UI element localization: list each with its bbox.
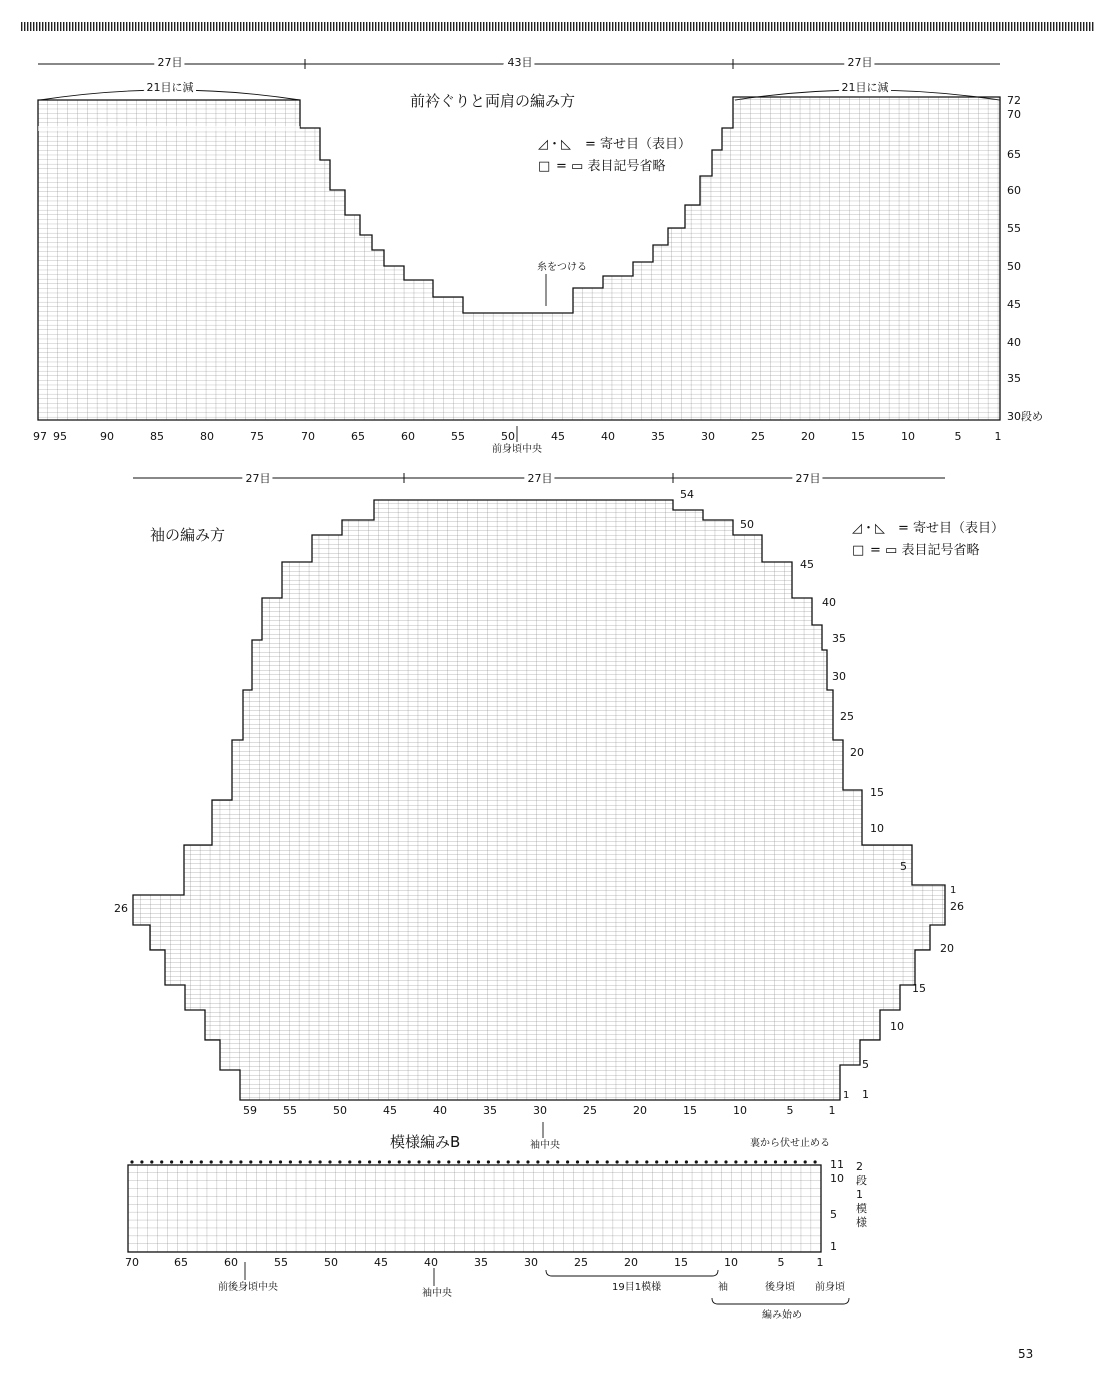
bind-off-dot	[586, 1160, 589, 1163]
bind-off-dot	[596, 1160, 599, 1163]
front-column-number: 35	[651, 430, 665, 443]
front-column-number: 50	[501, 430, 515, 443]
sleeve-chart-grid	[133, 500, 945, 1100]
sleeve-column-number: 30	[533, 1104, 547, 1117]
front-row-number: 70	[1007, 108, 1021, 121]
bind-off-dot	[734, 1160, 737, 1163]
front-row-number: 55	[1007, 222, 1021, 235]
bind-off-dot	[338, 1160, 341, 1163]
bind-off-dot	[388, 1160, 391, 1163]
pattern-b-column-numbers	[125, 1256, 824, 1269]
pattern-b-chart	[125, 1133, 867, 1321]
bind-off-dot	[606, 1160, 609, 1163]
sleeve-left-row: 26	[114, 902, 128, 915]
bind-off-dot	[437, 1160, 440, 1163]
pattern-row-number: 11	[830, 1158, 844, 1171]
pattern-row-number: 1	[830, 1240, 837, 1253]
sleeve-column-number: 1	[828, 1104, 836, 1117]
sleeve-title: 袖の編み方	[150, 526, 226, 544]
bind-off-dot	[210, 1160, 213, 1163]
pattern-b-side-label	[856, 1160, 867, 1229]
sleeve-row-number: 20	[850, 746, 864, 759]
sleeve-row-number: 35	[832, 632, 846, 645]
front-column-number: 80	[200, 430, 214, 443]
front-row-number: 30段め	[1007, 410, 1043, 423]
front-column-number: 97	[33, 430, 47, 443]
sleeve-width-left: 27目	[245, 472, 271, 485]
bind-off-dot	[427, 1160, 430, 1163]
bind-off-dot	[784, 1160, 787, 1163]
bind-off-dot	[794, 1160, 797, 1163]
sleeve-column-number: 10	[733, 1104, 747, 1117]
sleeve-column-number: 20	[633, 1104, 647, 1117]
bind-off-dot	[566, 1160, 569, 1163]
pattern-column-number: 55	[274, 1256, 288, 1269]
front-row-number: 65	[1007, 148, 1021, 161]
bind-off-dot	[190, 1160, 193, 1163]
bind-off-dot	[477, 1160, 480, 1163]
bind-off-dot	[467, 1160, 470, 1163]
bind-off-dot	[814, 1160, 817, 1163]
label-repeat: 19目1模様	[612, 1282, 662, 1293]
sleeve-row-number: 20	[940, 942, 954, 955]
pattern-column-number: 1	[816, 1256, 824, 1269]
front-row-number: 50	[1007, 260, 1021, 273]
bind-off-dot	[536, 1160, 539, 1163]
bind-off-dot	[289, 1160, 292, 1163]
sleeve-row-arrow-top: 1	[950, 885, 957, 896]
bind-off-dot	[764, 1160, 767, 1163]
bind-off-dot	[418, 1160, 421, 1163]
pattern-b-title: 模様編みB	[390, 1133, 461, 1151]
sleeve-row-number: 26	[950, 900, 964, 913]
bind-off-dot	[319, 1160, 322, 1163]
bind-off-dot	[645, 1160, 648, 1163]
label-sleeve-center: 袖中央	[422, 1288, 452, 1299]
side-label-3: 模	[856, 1202, 867, 1215]
front-column-number: 75	[250, 430, 264, 443]
sleeve-row-number: 15	[912, 982, 926, 995]
bind-off-dot	[378, 1160, 381, 1163]
front-column-number: 25	[751, 430, 765, 443]
sleeve-legend-decrease-symbols: ◿・◺	[852, 521, 885, 536]
bind-off-dot	[556, 1160, 559, 1163]
side-label-0: 2	[856, 1160, 863, 1173]
bind-off-dot	[249, 1160, 252, 1163]
label-front: 前身頃	[815, 1282, 845, 1293]
bind-off-dot	[625, 1160, 628, 1163]
sleeve-column-number: 40	[433, 1104, 447, 1117]
bind-off-dot	[358, 1160, 361, 1163]
label-sleeve: 袖	[718, 1282, 728, 1293]
sleeve-legend	[852, 520, 1004, 558]
bind-off-dot	[447, 1160, 450, 1163]
pattern-column-number: 60	[224, 1256, 238, 1269]
sleeve-row-number: 5	[862, 1058, 869, 1071]
bind-off-dot	[457, 1160, 460, 1163]
front-legend-blank-symbol: □	[538, 159, 551, 174]
sleeve-legend-blank-text: = ▭ 表目記号省略	[870, 543, 980, 558]
front-column-number: 85	[150, 430, 164, 443]
bind-off-dot	[398, 1160, 401, 1163]
bind-off-dot	[705, 1160, 708, 1163]
bind-off-dot	[487, 1160, 490, 1163]
sleeve-row-number: 30	[832, 670, 846, 683]
front-column-number: 70	[301, 430, 315, 443]
sleeve-row-number: 54	[680, 488, 694, 501]
pattern-column-number: 65	[174, 1256, 188, 1269]
label-back: 後身頃	[765, 1282, 795, 1293]
repeat-bracket	[546, 1270, 718, 1276]
front-chart-grid	[38, 97, 1000, 420]
front-column-number: 95	[53, 430, 67, 443]
left-decrease-label: 21目に減	[146, 81, 194, 94]
pattern-b-grid	[128, 1165, 821, 1252]
sleeve-row-number: 15	[870, 786, 884, 799]
bind-off-dot	[616, 1160, 619, 1163]
front-legend	[538, 136, 691, 174]
bind-off-dot	[497, 1160, 500, 1163]
front-chart	[33, 56, 1043, 455]
bind-off-dot	[517, 1160, 520, 1163]
bind-off-dot	[160, 1160, 163, 1163]
front-column-number: 5	[954, 430, 962, 443]
bind-off-dot	[774, 1160, 777, 1163]
bind-off-dot	[685, 1160, 688, 1163]
pattern-column-number: 15	[674, 1256, 688, 1269]
bind-off-dot	[299, 1160, 302, 1163]
front-legend-decrease-text: = 寄せ目（表目）	[585, 137, 692, 152]
sleeve-legend-decrease-text: = 寄せ目（表目）	[898, 521, 1005, 536]
bind-off-dot	[279, 1160, 282, 1163]
sleeve-column-number: 5	[786, 1104, 794, 1117]
front-legend-blank-text: = ▭ 表目記号省略	[556, 159, 666, 174]
sleeve-width-right: 27目	[795, 472, 821, 485]
yarn-attach-label: 糸をつける	[537, 262, 587, 273]
sleeve-column-number: 55	[283, 1104, 297, 1117]
bind-off-dot	[220, 1160, 223, 1163]
bind-off-dot	[635, 1160, 638, 1163]
sleeve-row-number: 10	[890, 1020, 904, 1033]
bind-off-dot	[140, 1160, 143, 1163]
bind-off-dot	[665, 1160, 668, 1163]
sleeve-column-number: 25	[583, 1104, 597, 1117]
bind-off-dot	[170, 1160, 173, 1163]
pattern-column-number: 50	[324, 1256, 338, 1269]
pattern-row-number: 5	[830, 1208, 837, 1221]
pattern-b-row-numbers	[830, 1158, 844, 1253]
front-column-number: 15	[851, 430, 865, 443]
pattern-column-number: 20	[624, 1256, 638, 1269]
bind-off-dot	[408, 1160, 411, 1163]
sleeve-column-number: 35	[483, 1104, 497, 1117]
right-decrease-label: 21目に減	[841, 81, 889, 94]
bind-off-dot	[368, 1160, 371, 1163]
bind-off-dot	[744, 1160, 747, 1163]
bind-off-dot	[200, 1160, 203, 1163]
bind-off-dot	[804, 1160, 807, 1163]
front-column-number: 20	[801, 430, 815, 443]
pattern-column-number: 25	[574, 1256, 588, 1269]
sleeve-column-number: 50	[333, 1104, 347, 1117]
bind-off-dot	[507, 1160, 510, 1163]
label-front-back-center: 前後身頃中央	[218, 1282, 278, 1293]
front-width-center: 43目	[507, 56, 533, 69]
front-width-right: 27目	[847, 56, 873, 69]
front-column-number: 90	[100, 430, 114, 443]
sleeve-column-number: 45	[383, 1104, 397, 1117]
side-label-4: 様	[856, 1216, 867, 1229]
bind-off-dot	[675, 1160, 678, 1163]
side-label-2: 1	[856, 1188, 863, 1201]
front-pattern-rows	[38, 126, 300, 131]
pattern-column-number: 70	[125, 1256, 139, 1269]
front-column-number: 1	[994, 430, 1002, 443]
front-width-left: 27目	[157, 56, 183, 69]
bind-off-dot	[724, 1160, 727, 1163]
page-number: 53	[1018, 1347, 1034, 1361]
bind-off-dot	[754, 1160, 757, 1163]
front-column-number: 30	[701, 430, 715, 443]
front-row-number: 35	[1007, 372, 1021, 385]
bind-off-dot	[526, 1160, 529, 1163]
front-column-number: 10	[901, 430, 915, 443]
front-row-number: 45	[1007, 298, 1021, 311]
front-column-number: 40	[601, 430, 615, 443]
bind-off-dot	[259, 1160, 262, 1163]
page-edge-strip	[20, 22, 1095, 31]
front-row-number: 60	[1007, 184, 1021, 197]
front-row-numbers	[1007, 94, 1043, 423]
bind-off-dot	[715, 1160, 718, 1163]
bind-off-dot	[130, 1160, 133, 1163]
bind-off-dot	[269, 1160, 272, 1163]
front-column-number: 45	[551, 430, 565, 443]
bind-off-dot	[150, 1160, 153, 1163]
sleeve-row-number: 10	[870, 822, 884, 835]
sleeve-row-arrow-bottom: 1	[843, 1090, 850, 1101]
sleeve-column-number: 59	[243, 1104, 257, 1117]
sleeve-row-number: 25	[840, 710, 854, 723]
start-bracket	[712, 1298, 849, 1304]
bind-off-dot	[180, 1160, 183, 1163]
label-start: 編み始め	[762, 1310, 802, 1321]
pattern-column-number: 30	[524, 1256, 538, 1269]
front-legend-decrease-symbols: ◿・◺	[538, 137, 571, 152]
pattern-column-number: 45	[374, 1256, 388, 1269]
sleeve-row-number: 45	[800, 558, 814, 571]
bind-off-label: 裏から伏せ止める	[750, 1138, 830, 1149]
sleeve-row-number: 50	[740, 518, 754, 531]
bind-off-dot	[655, 1160, 658, 1163]
sleeve-center-label: 袖中央	[530, 1140, 560, 1151]
pattern-column-number: 5	[777, 1256, 785, 1269]
bind-off-dot	[229, 1160, 232, 1163]
sleeve-row-number: 40	[822, 596, 836, 609]
sleeve-chart	[114, 472, 1004, 1151]
pattern-column-number: 40	[424, 1256, 438, 1269]
front-column-number: 60	[401, 430, 415, 443]
sleeve-row-number: 1	[862, 1088, 869, 1101]
front-column-number: 65	[351, 430, 365, 443]
bind-off-dot	[328, 1160, 331, 1163]
pattern-row-number: 10	[830, 1172, 844, 1185]
bind-off-dot	[239, 1160, 242, 1163]
bind-off-dot	[546, 1160, 549, 1163]
front-column-number: 55	[451, 430, 465, 443]
sleeve-legend-blank-symbol: □	[852, 543, 865, 558]
front-row-number: 72	[1007, 94, 1021, 107]
pattern-column-number: 10	[724, 1256, 738, 1269]
sleeve-width-center: 27目	[527, 472, 553, 485]
bind-off-dots	[130, 1160, 816, 1163]
pattern-column-number: 35	[474, 1256, 488, 1269]
bind-off-dot	[576, 1160, 579, 1163]
bind-off-dot	[348, 1160, 351, 1163]
sleeve-column-numbers	[243, 1104, 836, 1117]
sleeve-row-number: 5	[900, 860, 907, 873]
front-row-number: 40	[1007, 336, 1021, 349]
front-title: 前衿ぐりと両肩の編み方	[410, 92, 576, 110]
sleeve-column-number: 15	[683, 1104, 697, 1117]
side-label-1: 段	[856, 1174, 867, 1187]
bind-off-dot	[309, 1160, 312, 1163]
front-center-label: 前身頃中央	[492, 444, 542, 455]
bind-off-dot	[695, 1160, 698, 1163]
